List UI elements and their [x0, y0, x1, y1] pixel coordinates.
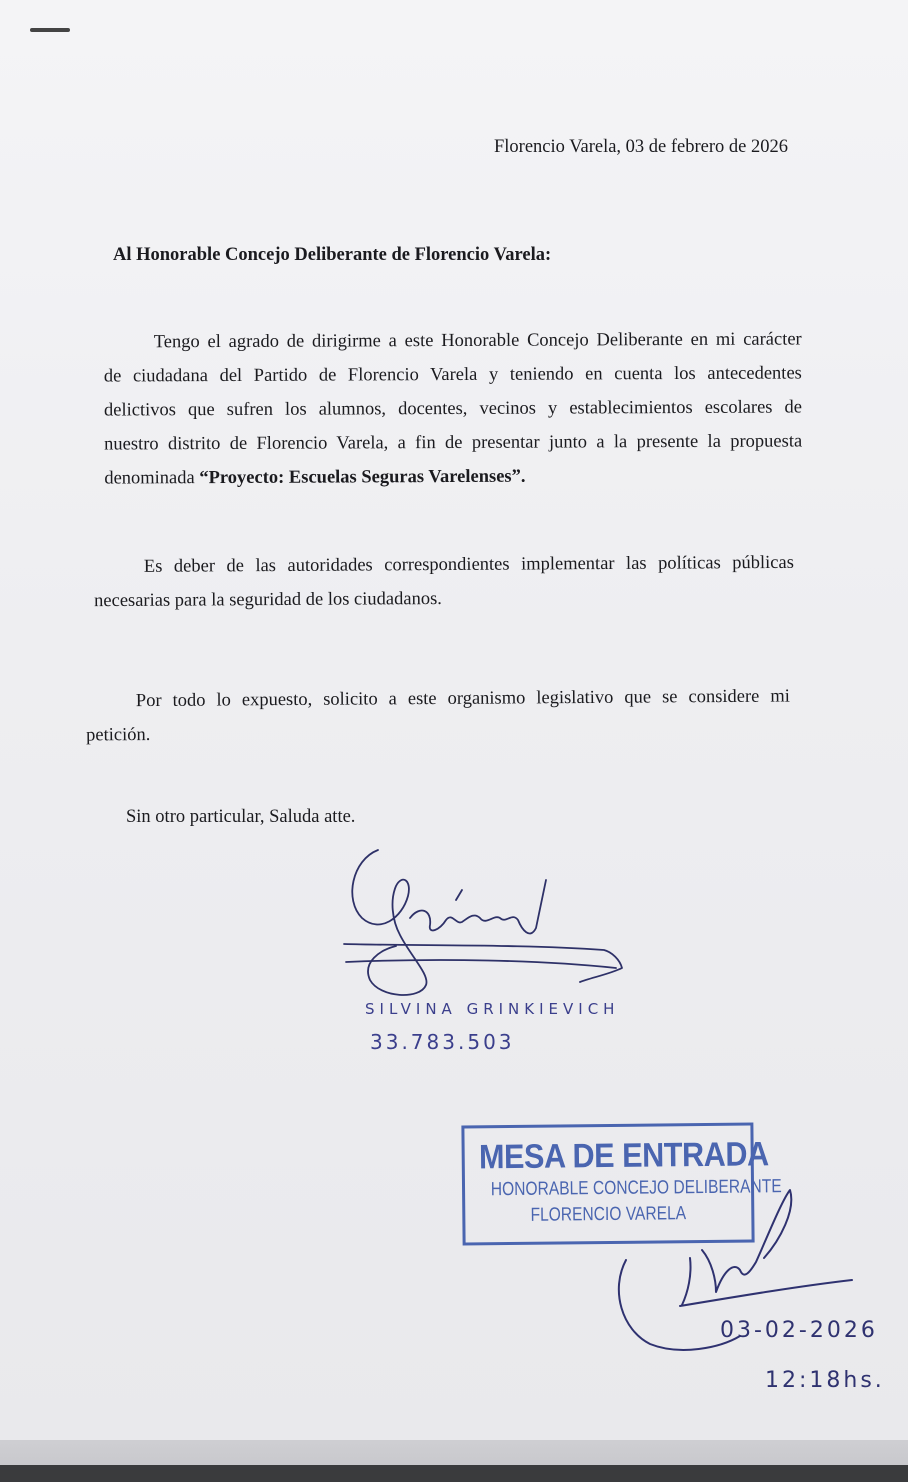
- closing-line: Sin otro particular, Saluda atte.: [126, 807, 356, 827]
- paragraph-line: delictivos que sufren los alumnos, docentes, vecinos y establecimientos escolares de: [103, 397, 803, 421]
- reception-stamp: [461, 1122, 782, 1245]
- paragraph-line: Por todo lo expuesto, solicito a este organismo legislativo que se considere mi: [135, 686, 790, 712]
- paragraph-line: de ciudadana del Partido de Florencio Varela y teniendo en cuenta los antecedentes: [103, 363, 802, 387]
- stamp-title: MESA DE ENTRADA: [478, 1135, 769, 1177]
- paragraph-line: Es deber de las autoridades correspondientes implementar las políticas públicas: [143, 552, 794, 577]
- signer-name: SILVINA GRINKIEVICH: [365, 1000, 620, 1018]
- paragraph-line: nuestro distrito de Florencio Varela, a fin de presentar junto a la presente la propuesta: [104, 431, 803, 455]
- paragraph-introduction: [104, 322, 803, 495]
- staple-mark: [30, 28, 70, 32]
- paragraph-line: Tengo el agrado de dirigirme a este Honorable Concejo Deliberante en mi carácter: [153, 329, 802, 353]
- receipt-time: 12:18hs.: [765, 1368, 885, 1393]
- paragraph-line: petición.: [86, 725, 151, 746]
- stamp-institution: HONORABLE CONCEJO DELIBERANTE: [490, 1176, 782, 1201]
- signer-id-number: 33.783.503: [370, 1030, 515, 1054]
- stamp-city: FLORENCIO VARELA: [530, 1203, 687, 1226]
- paragraph-line: denominada “Proyecto: Escuelas Seguras Varelenses”.: [104, 466, 526, 489]
- addressee: Al Honorable Concejo Deliberante de Florencio Varela:: [113, 245, 552, 265]
- receipt-date: 03-02-2026: [720, 1318, 878, 1343]
- project-name: “Proyecto: Escuelas Seguras Varelenses”.: [199, 466, 526, 489]
- place-date: Florencio Varela, 03 de febrero de 2026: [494, 137, 789, 157]
- paragraph-line: necesarias para la seguridad de los ciudadanos.: [94, 589, 442, 612]
- paragraph-request: [86, 680, 790, 753]
- paragraph-duty: [94, 546, 794, 618]
